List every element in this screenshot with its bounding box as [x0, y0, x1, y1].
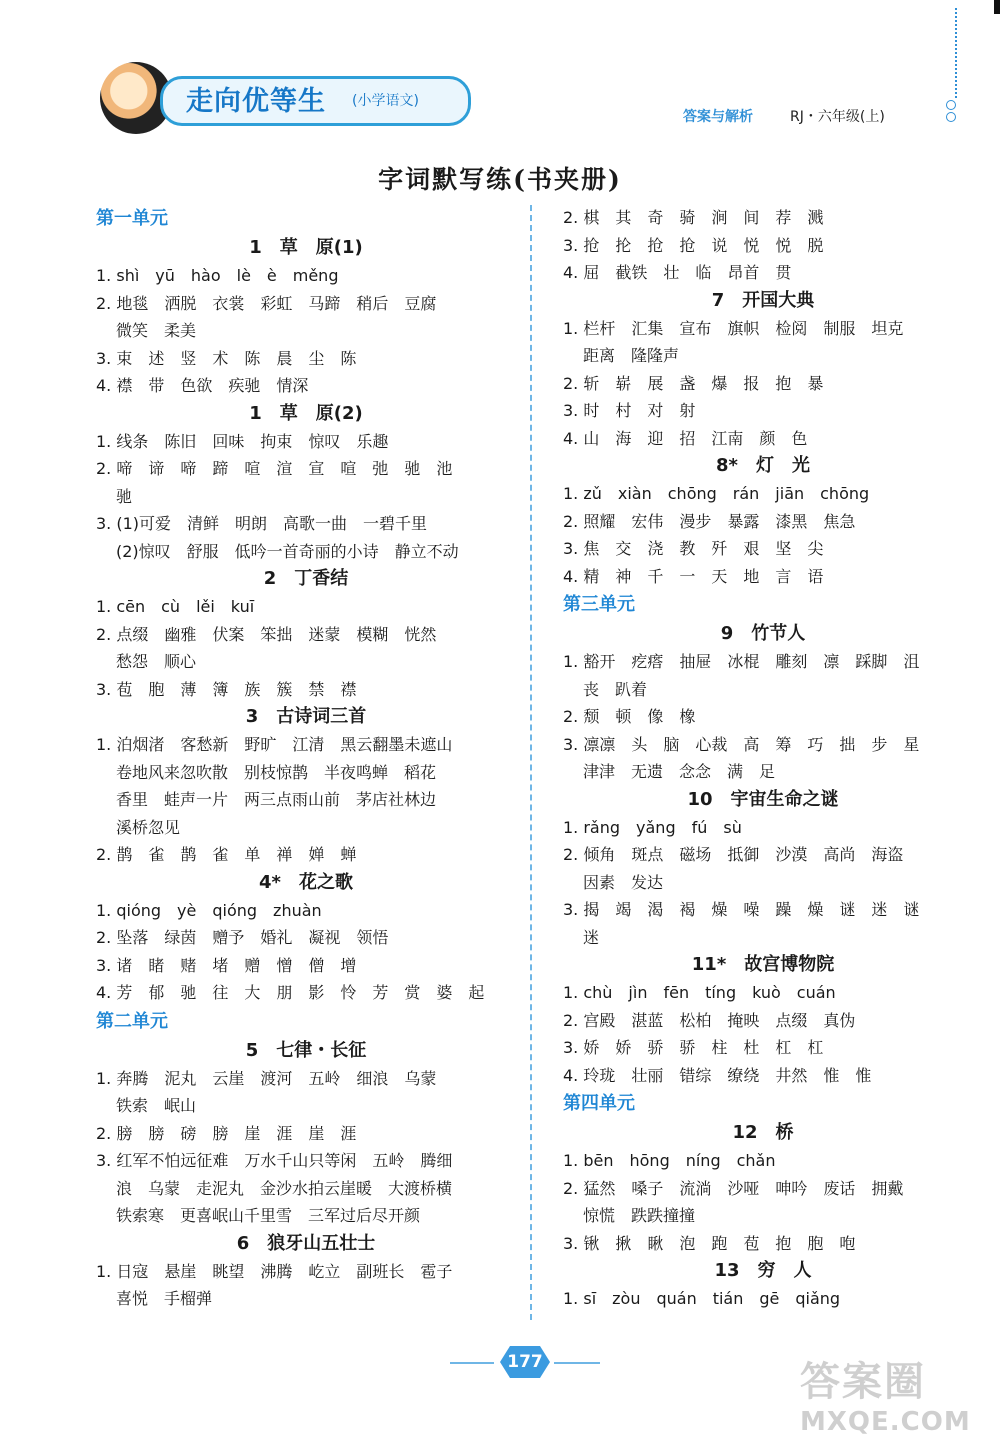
answer-line: 津津 无遗 念念 满 足	[583, 762, 776, 781]
answer-line: 2. 倾角 斑点 磁场 抵御 沙漠 高尚 海盗	[563, 845, 904, 864]
lesson-heading: 8* 灯 光	[716, 455, 810, 476]
lesson-heading: 5 七律・长征	[245, 1039, 367, 1061]
answer-line: 3. 娇 娇 骄 骄 柱 杜 杠 杠	[563, 1038, 824, 1057]
right-column	[563, 204, 963, 1313]
answer-line: 3. 焦 交 浇 教 歼 艰 坚 尖	[563, 539, 824, 558]
lesson-heading: 7 开国大典	[711, 289, 815, 311]
answer-tag: 答案与解析	[683, 109, 753, 125]
answer-line: 4. 屈 截铁 壮 临 昂首 贯	[563, 263, 792, 282]
answer-line: 3. 揭 竭 渴 褐 燥 噪 躁 燥 谜 迷 谜	[563, 900, 920, 919]
answer-line: 喜悦 手榴弹	[116, 1289, 213, 1308]
lesson-heading: 12 桥	[732, 1122, 794, 1143]
answer-line: 3. 锹 揪 瞅 泡 跑 苞 抱 胞 咆	[563, 1233, 856, 1253]
answer-line: 1. rǎng yǎng fú sù	[563, 817, 742, 837]
answer-line: 1. 线条 陈旧 回味 拘束 惊叹 乐趣	[96, 431, 389, 451]
page-number-line-right	[554, 1362, 600, 1364]
answer-line: 1. 日寇 悬崖 眺望 沸腾 屹立 副班长 雹子	[96, 1261, 453, 1281]
answer-line: 2. 猛然 嗓子 流淌 沙哑 呻吟 废话 拥戴	[563, 1178, 904, 1198]
answer-line: 2. 啼 谛 啼 蹄 喧 渲 宣 喧 弛 驰 池	[96, 459, 453, 478]
answer-line: 1. qióng yè qióng zhuàn	[96, 900, 322, 920]
lesson-heading: 1 草 原(1)	[249, 237, 363, 258]
answer-line: 3. (1)可爱 清鲜 明朗 高歌一曲 一碧千里	[96, 514, 428, 533]
lesson-heading: 2 丁香结	[263, 568, 349, 589]
left-column	[96, 204, 516, 1313]
answer-line: 2. 宫殿 湛蓝 松柏 掩映 点缀 真伪	[563, 1010, 856, 1030]
answer-line: 铁索寒 更喜岷山千里雪 三军过后尽开颜	[116, 1206, 421, 1225]
answer-line: 距离 隆隆声	[583, 346, 680, 365]
edge-mark	[994, 0, 1000, 14]
answer-line: 1. sī zòu quán tián gē qiǎng	[563, 1289, 841, 1308]
lesson-heading: 11* 故宫博物院	[691, 954, 835, 975]
page-number: 177	[507, 1352, 543, 1372]
answer-line: 3. 时 村 对 射	[563, 401, 696, 420]
answer-line: 香里 蛙声一片 两三点雨山前 茅店社林边	[116, 790, 437, 809]
answer-line: 3. 抢 抡 抢 抢 说 悦 悦 脱	[563, 235, 824, 255]
unit-heading: 第一单元	[96, 208, 168, 229]
answer-line: 2. 膀 膀 磅 膀 崖 涯 崖 涯	[96, 1123, 357, 1143]
page-number-line-left	[450, 1362, 494, 1364]
answer-line: 4. 芳 郁 驰 往 大 朋 影 怜 芳 赏 婆 起	[96, 983, 485, 1002]
answer-line: 驰	[116, 486, 133, 506]
answer-line: 1. 奔腾 泥丸 云崖 渡河 五岭 细浪 乌蒙	[96, 1068, 437, 1088]
answer-line: 4. 精 神 千 一 天 地 言 语	[563, 566, 824, 586]
answer-line: 1. bēn hōng níng chǎn	[563, 1151, 776, 1170]
answer-line: 微笑 柔美	[116, 321, 197, 340]
brand-title: 走向优等生	[186, 86, 326, 117]
answer-line: 1. zǔ xiàn chōng rán jiān chōng	[563, 484, 870, 503]
answer-line: 迷	[583, 927, 600, 947]
lesson-heading: 10 宇宙生命之谜	[687, 788, 839, 810]
unit-heading: 第四单元	[563, 1093, 635, 1114]
answer-line: 铁索 岷山	[116, 1096, 197, 1115]
lesson-heading: 9 竹节人	[720, 623, 806, 644]
answer-line: 2. 坠落 绿茵 赠予 婚礼 凝视 领悟	[96, 928, 389, 947]
answer-line: 溪桥忽见	[116, 817, 181, 837]
decorative-dots-icon	[946, 100, 960, 124]
answer-line: 2. 鹊 雀 鹊 雀 单 禅 婵 蝉	[96, 845, 357, 864]
unit-heading: 第二单元	[96, 1010, 168, 1032]
answer-line: 4. 玲珑 壮丽 错综 缭绕 井然 惟 惟	[563, 1065, 872, 1085]
answer-line: 2. 点缀 幽雅 伏案 笨拙 迷蒙 模糊 恍然	[96, 624, 437, 644]
watermark	[800, 1350, 990, 1435]
grade-label: RJ・六年级(上)	[790, 109, 885, 125]
answer-line: 3. 诸 睹 赌 堵 赠 憎 僧 增	[96, 955, 357, 975]
lesson-heading: 13 穷 人	[714, 1260, 812, 1281]
answer-line: 1. 泊烟渚 客愁新 野旷 江清 黑云翻墨未遮山	[96, 735, 453, 754]
answer-line: 1. 栏杆 汇集 宣布 旗帜 检阅 制服 坦克	[563, 318, 904, 338]
answer-line: 卷地风来忽吹散 别枝惊鹊 半夜鸣蝉 稻花	[116, 762, 437, 782]
column-divider	[530, 205, 532, 1320]
edge-dotted-line	[955, 8, 959, 98]
answer-line: (2)惊叹 舒服 低吟一首奇丽的小诗 静立不动	[116, 541, 459, 561]
answer-line: 因素 发达	[583, 872, 664, 892]
answer-line: 3. 苞 胞 薄 簿 族 簇 禁 襟	[96, 679, 357, 699]
watermark-line1: 答案圈	[800, 1359, 926, 1405]
answer-line: 愁怨 顺心	[116, 652, 197, 671]
answer-line: 浪 乌蒙 走泥丸 金沙水拍云崖暖 大渡桥横	[116, 1178, 453, 1198]
answer-line: 2. 斩 崭 展 盏 爆 报 抱 暴	[563, 373, 824, 393]
page-header	[0, 0, 1000, 150]
answer-line: 1. shì yū hào lè è měng	[96, 266, 339, 285]
answer-line: 4. 山 海 迎 招 江南 颜 色	[563, 428, 808, 448]
answer-line: 2. 颓 顿 像 橡	[563, 707, 696, 726]
answer-line: 2. 棋 其 奇 骑 涧 间 荐 溅	[563, 208, 824, 227]
page-number-badge	[450, 1344, 600, 1380]
lesson-heading: 3 古诗词三首	[245, 706, 367, 727]
answer-line: 1. chù jìn fēn tíng kuò cuán	[563, 983, 836, 1002]
lesson-heading: 6 狼牙山五壮士	[236, 1232, 376, 1254]
watermark-line2: MXQE.COM	[800, 1407, 971, 1437]
answer-line: 4. 襟 带 色欲 疾驰 情深	[96, 376, 309, 395]
unit-heading: 第三单元	[563, 594, 635, 615]
answer-line: 1. cēn cù lěi kuī	[96, 597, 255, 616]
page-title: 字词默写练(书夹册)	[378, 165, 622, 194]
lesson-heading: 4* 花之歌	[259, 871, 353, 893]
answer-line: 3. 红军不怕远征难 万水千山只等闲 五岭 腾细	[96, 1151, 453, 1170]
answer-line: 3. 束 述 竖 术 陈 晨 尘 陈	[96, 348, 357, 368]
lesson-heading: 1 草 原(2)	[249, 402, 363, 424]
answer-line: 3. 凛凛 头 脑 心裁 高 筹 巧 拙 步 星	[563, 734, 920, 754]
answer-line: 2. 照耀 宏伟 漫步 暴露 漆黑 焦急	[563, 511, 856, 531]
brand-subtitle: (小学语文)	[352, 93, 419, 109]
answer-line: 惊慌 跌跌撞撞	[583, 1206, 696, 1225]
answer-line: 1. 豁开 疙瘩 抽屉 冰棍 雕刻 凛 踩脚 沮	[563, 652, 920, 671]
answer-line: 2. 地毯 洒脱 衣裳 彩虹 马蹄 稍后 豆腐	[96, 293, 437, 313]
answer-line: 丧 趴着	[583, 679, 648, 699]
